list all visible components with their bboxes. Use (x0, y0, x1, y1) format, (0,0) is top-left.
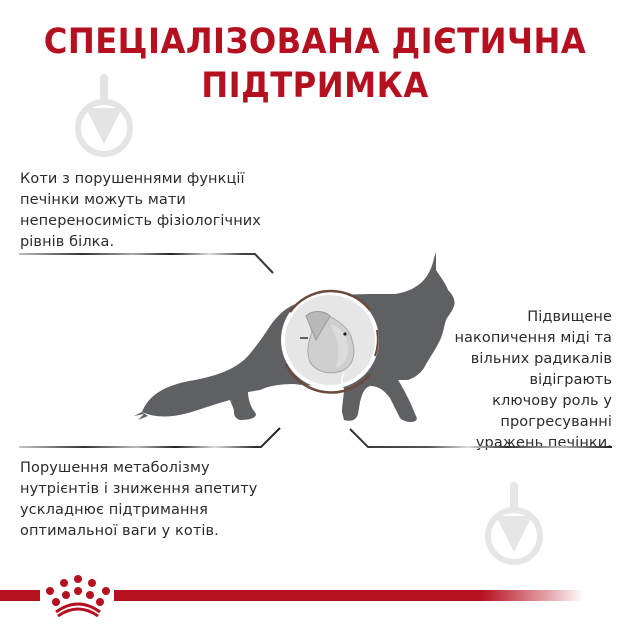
callout-line: Порушення метаболізму (20, 460, 210, 476)
callout-line: ускладнює підтримання (20, 502, 208, 518)
title-line-1: СПЕЦІАЛІЗОВАНА ДІЄТИЧНА (43, 22, 587, 62)
callout-line: уражень печінки. (475, 435, 612, 451)
callout-line: Коти з порушеннями функції (20, 171, 245, 187)
footer-red-bar-left (0, 590, 40, 601)
callout-line: Підвищене (527, 309, 612, 325)
callout-line: ключову роль у (492, 393, 612, 409)
cat-silhouette-illustration (130, 252, 470, 427)
title-line-2: ПІДТРИМКА (201, 66, 429, 106)
callout-line: прогресуванні (500, 414, 612, 430)
location-pin-watermark-icon (72, 74, 136, 164)
footer-red-bar-right (114, 590, 584, 601)
callout-line: нутрієнтів і зниження апетиту (20, 481, 258, 497)
callout-line: оптимальної ваги у котів. (20, 523, 219, 539)
callout-line: відіграють (529, 372, 612, 388)
callout-metabolism-appetite (20, 458, 257, 542)
callout-line: непереносимість фізіологічних (20, 213, 261, 229)
callout-line: печінки можуть мати (20, 192, 186, 208)
callout-line: вільних радикалів (470, 351, 612, 367)
callout-line: рівнів білка. (20, 234, 115, 250)
royal-crown-logo-icon (44, 574, 112, 620)
callout-line: накопичення міді та (454, 330, 612, 346)
location-pin-watermark-icon (482, 482, 546, 572)
